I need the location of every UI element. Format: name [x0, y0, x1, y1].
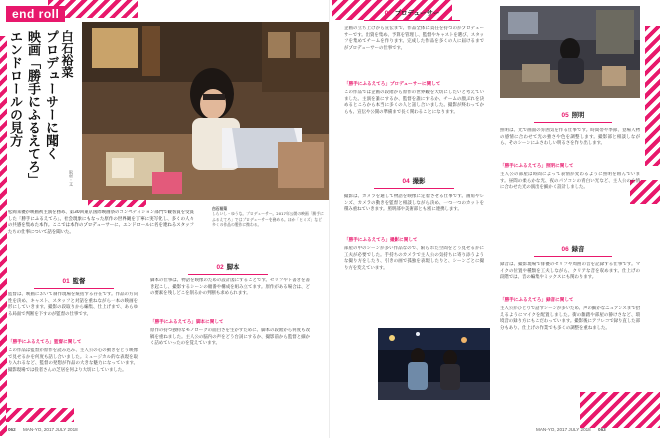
title-line-3: エンドロールの見方 [7, 30, 22, 147]
section-04-rule [374, 188, 454, 189]
photo-caption [212, 206, 324, 246]
stripe-under-photo [88, 200, 146, 207]
section-03-body-b: この作品では企画の段階から原作の世界観を大切にしたいと考えていました。主演を誰にするか、監督を誰にするか、チームの顔ぶれを決めるところから本当に多くの人と話し合いました。撮影が終わってからも、宣伝や公開の準備まで長く関わることになります。 [344, 90, 484, 115]
caption-text: しらいし・ゆうな。プロデューサー。2017年公開の映画「勝手にふるえてろ」ではプロデューサーを務める。ほか「ヒミズ」など多くの作品の製作に携わる。 [212, 211, 324, 228]
section-01-title: 監督 [72, 277, 86, 285]
section-05-body-b: 主人公の部屋は時間によって表情が変わるように照明を組んでいます。昼間の柔らかな光、夜のパソコンの青白い光など、主人公の心情に合わせた光の演出を細かく設計しました。 [500, 172, 640, 191]
title-line-1: プロデューサーに聞く [43, 30, 58, 160]
section-01-body-b: この作品は監督が原作を読み込み、主人公の心の動きをどう映像で見せるかを何度も話し合いました。ミュージカル的な表現を取り入れるなど、監督の発想が作品の大きな魅力になっています。撮影現場では役者さんの芝居を何より大切にしていました。 [8, 348, 138, 373]
section-tag: end roll [6, 6, 65, 22]
section-03-heading [352, 8, 472, 17]
section-06-heading [518, 244, 628, 253]
section-02-body-b: 原作の持つ独特なモノローグの面白さを生かすために、脚本の段階から何度も改稿を重ねました。主人公の脳内の声をどう台詞にするか、撮影前から監督と細かく詰めていったのを覚えています。 [150, 328, 310, 347]
section-05-rule [534, 122, 612, 123]
section-03-subhead: 「勝手にふるえてろ」プロデューサーに関して [344, 82, 441, 87]
section-02-number: 02 [216, 264, 224, 271]
section-04-number: 04 [402, 178, 410, 185]
right-page [330, 0, 660, 438]
section-01-body-a: 監督は、映画において制作現場を統括する存在です。作品の方向性を決め、キャスト、スタッフと対話を重ねながら一本の映画を形にしていきます。撮影の段取りから編集、仕上げまで、あらゆる局面で判断を下すのが監督の仕事です。 [8, 292, 138, 317]
section-05-number: 05 [561, 112, 569, 119]
section-06-rule [534, 256, 612, 257]
section-01-rule [34, 288, 114, 289]
section-03-rule [364, 20, 460, 21]
section-05-body-a: 照明は、光で画面の雰囲気を作る仕事です。時間帯や季節、登場人物の感情に合わせて光の強さや色を調整します。撮影部と相談しながら、そのシーンにふさわしい明るさを作り出します。 [500, 128, 640, 147]
section-02-subhead: 「勝手にふるえてろ」脚本に関して [150, 320, 224, 325]
main-film-still [82, 22, 330, 200]
section-06-body-a: 録音は、撮影現場で俳優のセリフや周囲の音を記録する仕事です。マイクの位置や種類を工夫しながら、クリアな音を収めます。仕上げの段階では、音の編集やミックスにも関わります。 [500, 262, 640, 281]
left-folio [8, 427, 78, 432]
stripe-right-edge [645, 26, 660, 166]
film-still-night [378, 328, 490, 400]
section-04-heading [354, 176, 474, 185]
title-name: 白石裕菜 [60, 30, 74, 78]
section-01-subhead: 「勝手にふるえてろ」監督に関して [8, 340, 82, 345]
section-01-heading [14, 276, 134, 285]
section-02-heading [168, 262, 288, 271]
section-03-number: 03 [384, 10, 392, 17]
section-04-body-b: 部屋の中のシーンが多い作品なので、限られた空間をどう見せるかに工夫が必要でした。手持ちのカメラで主人公の気持ちに寄り添うような撮り方をしたり、引きの画で孤独を表現したりと、シーンごとに撮り方を変えています。 [344, 246, 484, 271]
section-04-body-a: 撮影は、カメラを通して物語を映像に定着させる仕事です。画角やレンズ、カメラの動きを監督と相談しながら決め、一つ一つのカットを積み重ねていきます。照明部や美術部とも密に連携します。 [344, 194, 484, 213]
section-02-body-a: 脚本の仕事は、物語を映像のための設計図にすることです。セリフやト書きを書き起こし、撮影するシーンの順番や構成を組み立てます。原作がある場合は、どの要素を残しどこを削るかの判断も求められます。 [150, 278, 310, 297]
intro-text: 松岡茉優が映画初主演を務め、第30回東京国際映画祭のコンペティション部門で観客賞を受賞した「勝手にふるえてろ」。社会現象にもなった原作の世界観を丁寧に実写化し、多くの人々の共感を集めた本作。ここでは本作のプロデューサーに、エンドロールに名を連ねるスタッフたちの仕事について話を聞いた。 [8, 210, 194, 235]
right-page-number: 063 [598, 427, 606, 432]
stripe-bottom-left [6, 408, 74, 422]
right-folio [536, 427, 606, 432]
right-magazine-name: MAN-YO, 2017 JULY 2018 [536, 427, 591, 432]
section-02-title: 脚本 [226, 263, 240, 271]
section-03-title: プロデューサー [394, 9, 440, 17]
title-credit: 取材・文 [69, 170, 74, 186]
section-06-title: 録音 [571, 245, 585, 253]
caption-name: 白石裕菜 [212, 206, 228, 211]
section-03-body-a: 企画の立ち上げから宣伝まで、作品全体に責任を持つのがプロデューサーです。出資を集め、予算を管理し、監督やキャストを選び、スタッフを集めてチームを作ります。完成した作品を多くの人に届けるまでがプロデューサーの仕事です。 [344, 26, 484, 51]
section-05-heading [518, 110, 628, 119]
left-page-number: 062 [8, 427, 16, 432]
left-magazine-name: MAN-YO, 2017 JULY 2018 [22, 427, 78, 432]
section-06-body-b: 主人公がひとりで話すシーンが多いため、声の細かなニュアンスまで拾えるようにマイクを配置しました。街の雑踏や部屋の静けさなど、環境音の録り方にもこだわっています。撮影後にアフレコで録り直した部分もあり、仕上げの作業でも多くの調整を重ねました。 [500, 306, 640, 331]
section-05-subhead: 「勝手にふるえてろ」照明に関して [500, 164, 574, 169]
section-05-title: 照明 [571, 111, 585, 119]
section-06-number: 06 [561, 246, 569, 253]
film-still-room [500, 6, 640, 98]
stripe-bottom-right [580, 392, 660, 428]
section-02-rule [188, 274, 268, 275]
section-06-subhead: 「勝手にふるえてろ」録音に関して [500, 298, 574, 303]
page-title [8, 30, 76, 198]
title-line-2: 映画「勝手にふるえてろ」 [25, 30, 40, 186]
section-04-subhead: 「勝手にふるえてろ」撮影に関して [344, 238, 418, 243]
section-04-title: 撮影 [412, 177, 426, 185]
section-01-number: 01 [62, 278, 70, 285]
